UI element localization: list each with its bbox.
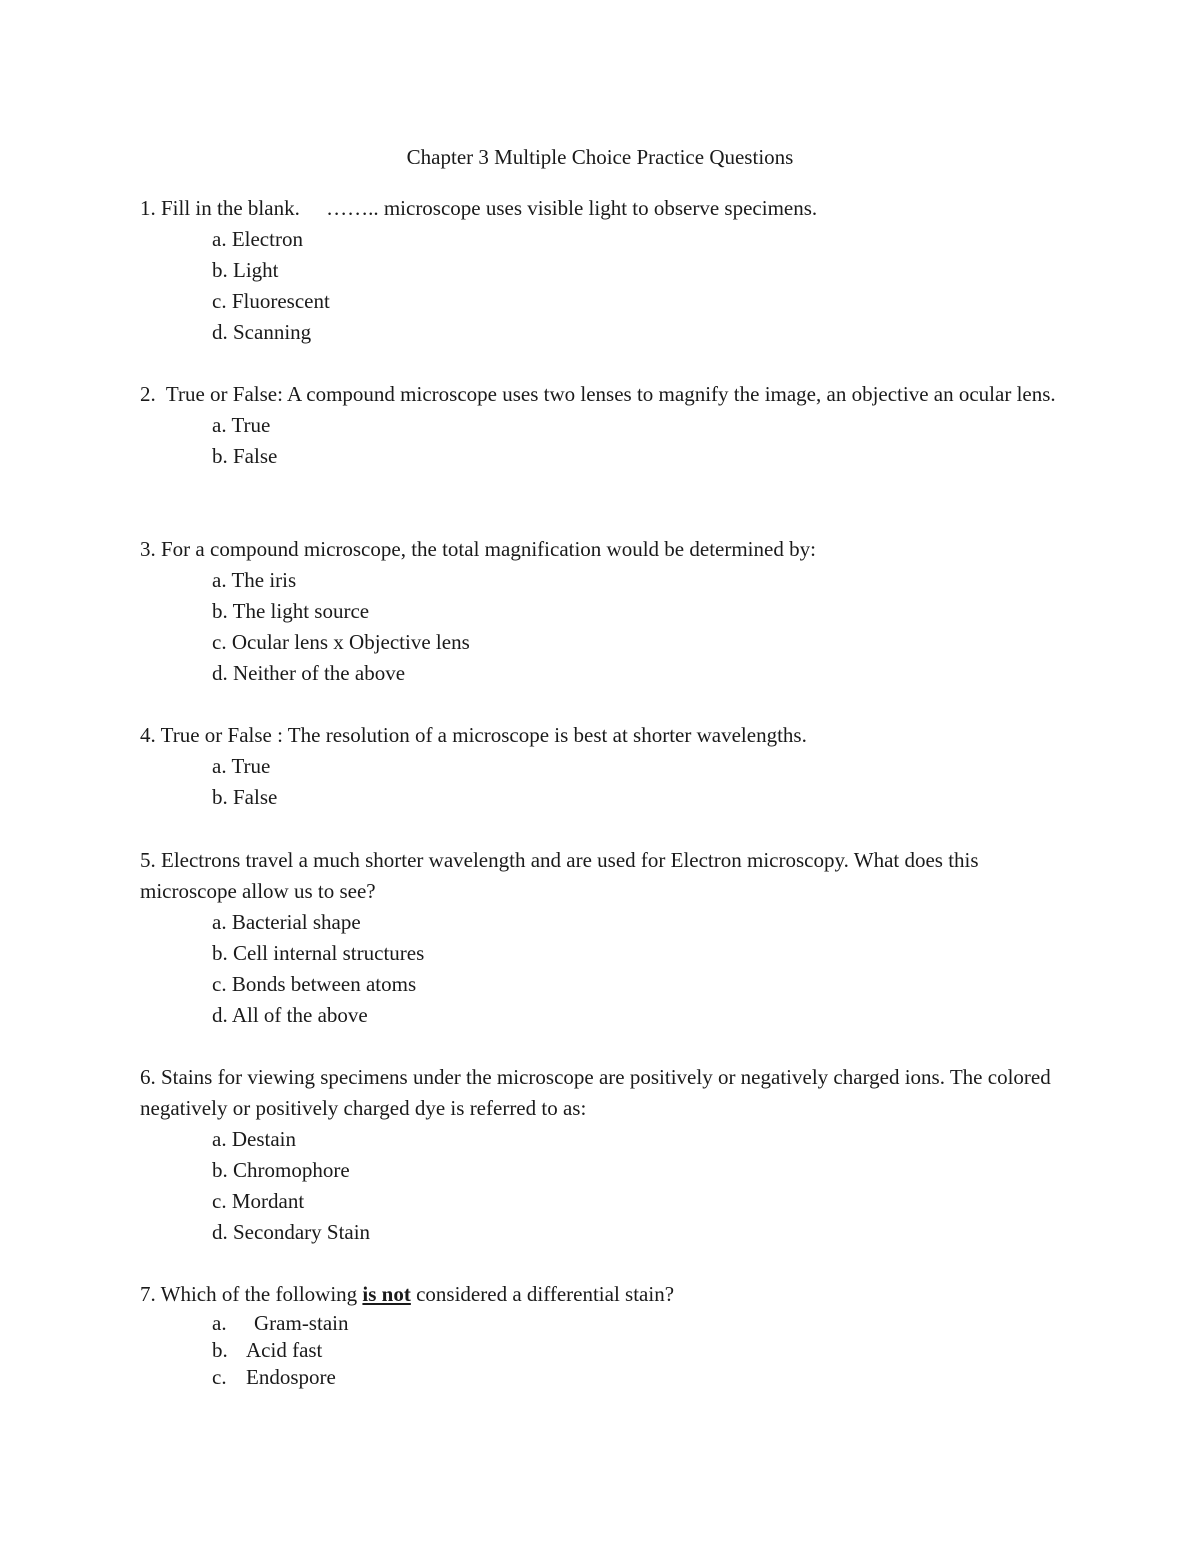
question-7 <box>140 1279 1070 1391</box>
answer-option <box>140 938 1070 969</box>
option-text: Light <box>233 258 279 282</box>
option-letter: a. <box>212 1127 227 1151</box>
option-text: The iris <box>231 568 297 592</box>
option-text: Cell internal structures <box>233 941 425 965</box>
option-letter: d. <box>212 1220 228 1244</box>
option-text: Bacterial shape <box>231 910 361 934</box>
answer-option <box>140 1124 1070 1155</box>
answer-option <box>140 596 1070 627</box>
answer-option <box>140 627 1070 658</box>
option-text: The light source <box>232 599 370 623</box>
question-stem: 6. Stains for viewing specimens under the microscope are positively or negatively charged ions. The colored negatively or positively charged dye is referred to as: <box>140 1065 1051 1120</box>
document-title: Chapter 3 Multiple Choice Practice Questions <box>406 145 794 169</box>
answer-option <box>140 286 1070 317</box>
question-stem: 7. Which of the following is not considered a differential stain? <box>140 1282 675 1306</box>
question-number: 7. <box>140 1282 156 1306</box>
blank: …….. <box>326 196 379 220</box>
option-text: All of the above <box>231 1003 368 1027</box>
option-letter: c. <box>212 289 227 313</box>
answer-options <box>140 1310 1070 1391</box>
question-number: 6. <box>140 1065 156 1089</box>
option-text: Endospore <box>246 1365 336 1389</box>
option-text: Neither of the above <box>233 661 406 685</box>
option-text: True <box>231 413 271 437</box>
option-letter: d. <box>212 661 228 685</box>
option-text: Destain <box>231 1127 296 1151</box>
option-letter: a. <box>212 568 227 592</box>
answer-option <box>140 441 1070 472</box>
answer-options <box>140 410 1070 472</box>
option-text: Mordant <box>231 1189 305 1213</box>
question-number: 4. <box>140 723 156 747</box>
option-letter: c. <box>212 972 227 996</box>
question-1 <box>140 193 1070 348</box>
option-letter: b. <box>212 444 228 468</box>
answer-option <box>140 410 1070 441</box>
answer-options <box>140 565 1070 689</box>
emphasis-text: is not <box>362 1282 411 1306</box>
option-letter: a. <box>212 754 227 778</box>
answer-option <box>140 1337 1070 1364</box>
question-stem: 2. True or False: A compound microscope uses two lenses to magnify the image, an objective an ocular lens. <box>140 382 1056 406</box>
answer-options <box>140 224 1070 348</box>
option-letter: a. <box>212 413 227 437</box>
option-text: Acid fast <box>246 1338 323 1362</box>
option-text: Chromophore <box>233 1158 350 1182</box>
answer-option <box>140 658 1070 689</box>
answer-options <box>140 907 1070 1031</box>
answer-option <box>140 565 1070 596</box>
question-number: 5. <box>140 848 156 872</box>
option-letter: b. <box>212 258 228 282</box>
option-text: Fluorescent <box>231 289 330 313</box>
option-letter: c. <box>212 630 227 654</box>
answer-option <box>140 1310 1070 1337</box>
option-letter: c. <box>212 1365 227 1389</box>
answer-option <box>140 1186 1070 1217</box>
question-stem: 5. Electrons travel a much shorter wavelength and are used for Electron microscopy. What does this microscope allow us to see? <box>140 848 979 903</box>
question-number: 3. <box>140 537 156 561</box>
option-text: False <box>233 785 278 809</box>
option-letter: b. <box>212 941 228 965</box>
answer-options <box>140 751 1070 813</box>
answer-option <box>140 969 1070 1000</box>
option-letter: b. <box>212 785 228 809</box>
option-text: Gram-stain <box>254 1311 349 1335</box>
answer-option <box>140 1000 1070 1031</box>
question-number: 2. <box>140 382 156 406</box>
question-stem: 4. True or False : The resolution of a microscope is best at shorter wavelengths. <box>140 723 807 747</box>
option-text: Electron <box>231 227 303 251</box>
answer-option <box>140 751 1070 782</box>
question-5 <box>140 845 1070 1031</box>
option-text: False <box>233 444 278 468</box>
option-letter: b. <box>212 1338 228 1362</box>
option-text: Bonds between atoms <box>231 972 417 996</box>
option-letter: a. <box>212 910 227 934</box>
option-text: Secondary Stain <box>233 1220 371 1244</box>
answer-option <box>140 782 1070 813</box>
option-letter: d. <box>212 1003 228 1027</box>
answer-options <box>140 1124 1070 1248</box>
option-letter: c. <box>212 1189 227 1213</box>
question-stem: 1. Fill in the blank. …….. microscope uses visible light to observe specimens. <box>140 196 818 220</box>
option-text: Scanning <box>233 320 312 344</box>
option-text: Ocular lens x Objective lens <box>231 630 470 654</box>
option-letter: a. <box>212 1311 227 1335</box>
option-text: True <box>231 754 271 778</box>
question-stem: 3. For a compound microscope, the total magnification would be determined by: <box>140 537 816 561</box>
option-letter: d. <box>212 320 228 344</box>
answer-option <box>140 1155 1070 1186</box>
answer-option <box>140 1217 1070 1248</box>
option-letter: b. <box>212 599 228 623</box>
answer-option <box>140 1364 1070 1391</box>
question-6 <box>140 1062 1070 1248</box>
question-2 <box>140 379 1070 472</box>
question-3 <box>140 534 1070 689</box>
option-letter: a. <box>212 227 227 251</box>
answer-option <box>140 255 1070 286</box>
answer-option <box>140 224 1070 255</box>
question-number: 1. <box>140 196 156 220</box>
question-4 <box>140 720 1070 813</box>
answer-option <box>140 317 1070 348</box>
option-letter: b. <box>212 1158 228 1182</box>
answer-option <box>140 907 1070 938</box>
